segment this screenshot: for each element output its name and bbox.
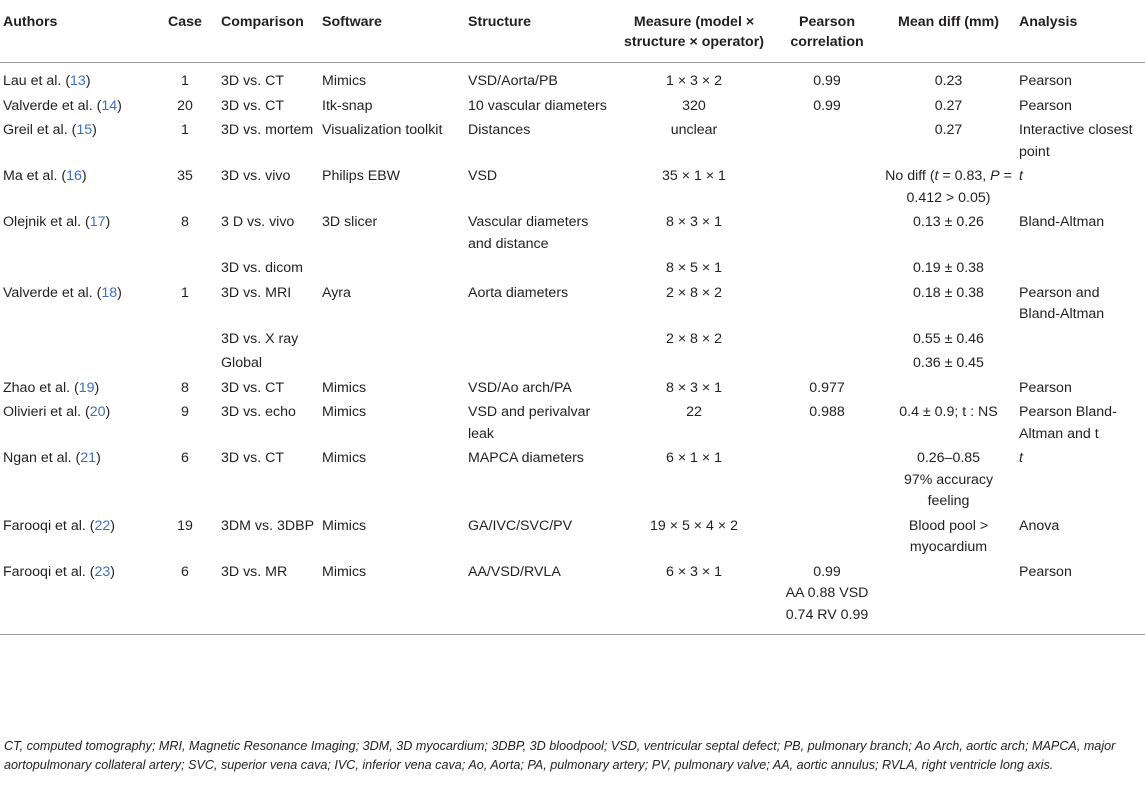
cell-analysis: Bland-Altman	[1019, 214, 1105, 230]
cell-analysis: t	[1019, 168, 1023, 184]
table-row	[0, 257, 1145, 282]
author-text: Lau et al. (	[3, 73, 71, 89]
cell-pearson	[773, 515, 881, 561]
author-text: Farooqi et al. (	[3, 563, 95, 580]
cell-comparison: 3D vs. MR	[218, 561, 319, 635]
cell-structure: AA/VSD/RVLA	[465, 561, 615, 635]
cell-comparison: 3D vs. dicom	[221, 260, 303, 276]
cell-software: Ayra	[322, 284, 351, 301]
cell-mean-diff	[881, 377, 1016, 402]
cell-mean-diff: 0.27	[934, 97, 963, 114]
cell-structure	[465, 328, 615, 353]
table-row	[0, 561, 1145, 635]
reference-link[interactable]: 21	[80, 450, 97, 466]
cell-author	[0, 328, 152, 353]
cell-analysis: t	[1019, 450, 1023, 466]
cell-software: Philips EBW	[322, 168, 401, 184]
cell-analysis: Pearson	[1019, 97, 1072, 114]
cell-software: 3D slicer	[322, 214, 378, 230]
cell-analysis: Pearson and Bland-Altman	[1019, 284, 1105, 322]
header-case: Case	[152, 4, 218, 63]
author-text: Olejnik et al. (	[3, 214, 90, 230]
cell-author: Ngan et al. (21)	[3, 450, 101, 466]
cell-mean-diff: 0.19 ± 0.38	[913, 260, 984, 276]
cell-comparison: 3D vs. CT	[221, 97, 285, 114]
author-text: Greil et al. (	[3, 122, 77, 138]
cell-measure: 1 × 3 × 2	[665, 73, 722, 89]
cell-software	[319, 328, 465, 353]
cell-author: Ma et al. (16)	[3, 168, 87, 184]
reference-link[interactable]: 14	[101, 97, 118, 114]
data-table	[0, 4, 1145, 635]
cell-author: Lau et al. (13)	[3, 73, 91, 89]
cell-pearson	[773, 328, 881, 353]
cell-structure: VSD	[468, 168, 498, 184]
cell-mean-diff: 0.36 ± 0.45	[913, 355, 984, 371]
cell-comparison: 3DM vs. 3DBP	[221, 517, 315, 534]
cell-case	[152, 352, 218, 377]
table-row	[0, 119, 1145, 165]
cell-software	[319, 257, 465, 282]
cell-author: Farooqi et al. (22)	[3, 517, 115, 534]
cell-analysis: Pearson Bland-Altman and t	[1019, 404, 1117, 442]
cell-comparison: 3D vs. echo	[221, 404, 296, 420]
cell-measure	[615, 352, 773, 377]
cell-analysis: Interactive closest point	[1019, 122, 1133, 160]
cell-author	[0, 352, 152, 377]
cell-analysis	[1016, 257, 1145, 282]
cell-structure: 10 vascular diameters	[468, 97, 607, 114]
header-authors: Authors	[0, 4, 152, 63]
reference-link[interactable]: 17	[89, 214, 106, 230]
cell-case: 6	[181, 450, 189, 466]
author-text: Ma et al. (	[3, 168, 67, 184]
mean-diff-text: = 0.83,	[938, 168, 991, 184]
cell-measure: 6 × 3 × 1	[615, 561, 773, 635]
header-mean-diff: Mean diff (mm)	[881, 4, 1016, 63]
table-row	[0, 63, 1145, 95]
cell-structure: MAPCA diameters	[468, 450, 584, 466]
table-row	[0, 328, 1145, 353]
cell-analysis	[1016, 328, 1145, 353]
table-row	[0, 95, 1145, 120]
cell-mean-diff: 0.27	[934, 122, 963, 138]
cell-analysis: Pearson	[1019, 379, 1072, 396]
cell-measure: 2 × 8 × 2	[665, 330, 722, 347]
cell-measure: unclear	[670, 122, 718, 138]
reference-link[interactable]: 16	[66, 168, 82, 184]
cell-measure: 320	[682, 97, 706, 114]
cell-structure: VSD/Aorta/PB	[468, 73, 558, 89]
header-structure: Structure	[465, 4, 615, 63]
author-text: Ngan et al. (	[3, 450, 81, 466]
cell-measure: 8 × 5 × 1	[665, 260, 722, 276]
cell-mean-diff: 0.13 ± 0.26	[913, 214, 984, 230]
cell-comparison: Global	[221, 355, 263, 371]
cell-measure: 19 × 5 × 4 × 2	[650, 517, 738, 534]
table-row	[0, 447, 1145, 515]
cell-pearson	[773, 119, 881, 165]
table-row	[0, 352, 1145, 377]
cell-case: 8	[181, 379, 189, 396]
cell-software: Mimics	[322, 379, 367, 396]
cell-structure: Aorta diameters	[468, 284, 569, 301]
pearson-value: 0.99	[813, 563, 841, 580]
cell-measure: 8 × 3 × 1	[665, 214, 722, 230]
mean-diff-text: No diff (	[885, 168, 935, 184]
cell-pearson	[773, 257, 881, 282]
cell-case: 1	[181, 122, 189, 138]
cell-software: Mimics	[322, 73, 367, 89]
table-row	[0, 211, 1145, 257]
table-row	[0, 515, 1145, 561]
cell-case: 9	[181, 404, 189, 420]
cell-author: Farooqi et al. (23)	[0, 561, 152, 635]
author-text: Valverde et al. (	[3, 284, 102, 301]
cell-analysis: Pearson	[1016, 561, 1145, 635]
cell-case	[152, 328, 218, 353]
cell-case: 6	[152, 561, 218, 635]
table-row	[0, 401, 1145, 447]
cell-case: 1	[181, 73, 189, 89]
cell-software: Mimics	[322, 450, 367, 466]
cell-case: 1	[181, 284, 189, 301]
p-symbol: P	[990, 168, 1000, 184]
cell-analysis: Anova	[1019, 517, 1060, 534]
cell-comparison: 3D vs. CT	[221, 73, 285, 89]
reference-link[interactable]: 19	[78, 379, 95, 396]
cell-author: Olejnik et al. (17)	[3, 214, 111, 230]
cell-pearson	[773, 352, 881, 377]
cell-mean-diff: 0.4 ± 0.9; t : NS	[899, 404, 998, 420]
cell-software: Itk-snap	[322, 97, 373, 114]
cell-structure	[465, 257, 615, 282]
cell-mean-diff	[881, 165, 1016, 211]
header-analysis: Analysis	[1016, 4, 1145, 63]
cell-analysis: Pearson	[1019, 73, 1072, 89]
cell-mean-diff: 0.23	[934, 73, 963, 89]
cell-pearson	[773, 447, 881, 515]
cell-analysis	[1016, 352, 1145, 377]
cell-case: 8	[181, 214, 189, 230]
header-comparison: Comparison	[218, 4, 319, 63]
cell-measure: 8 × 3 × 1	[665, 379, 722, 396]
cell-pearson: 0.977	[809, 379, 845, 396]
mean-diff-value: 0.26–0.85	[916, 450, 981, 466]
cell-comparison: 3D vs. vivo	[221, 168, 291, 184]
cell-comparison: 3D vs. MRI	[221, 284, 292, 301]
cell-pearson	[773, 282, 881, 328]
cell-measure: 2 × 8 × 2	[665, 284, 722, 301]
cell-author: Olivieri et al. (20)	[3, 404, 111, 420]
cell-author	[0, 257, 152, 282]
cell-author: Valverde et al. (14)	[3, 97, 122, 114]
cell-mean-diff: 0.55 ± 0.46	[913, 330, 984, 347]
cell-mean-diff	[881, 561, 1016, 635]
reference-link[interactable]: 20	[89, 404, 106, 420]
cell-case	[152, 257, 218, 282]
cell-software	[319, 352, 465, 377]
cell-comparison: 3 D vs. vivo	[221, 214, 295, 230]
cell-pearson	[773, 165, 881, 211]
cell-mean-diff: Blood pool > myocardium	[908, 517, 989, 555]
cell-software: Mimics	[322, 404, 367, 420]
cell-case: 35	[177, 168, 193, 184]
table-footnote: CT, computed tomography; MRI, Magnetic Resonance Imaging; 3DM, 3D myocardium; 3DBP, 3D bloodpool; VSD, ventricular septal defect; PB, pulmonary branch; Ao Arch, aortic arch; MAPCA, major aortopulmonary collateral artery; SVC, superior vena cava; IVC, inferior vena cava; Ao, Aorta; PA, pulmonary artery; PV, pulmonary valve; AA, aortic annulus; RVLA, right ventricle long axis.	[4, 739, 1116, 772]
cell-comparison: 3D vs. CT	[221, 379, 285, 396]
table-row	[0, 165, 1145, 211]
cell-case: 19	[177, 517, 193, 534]
table-row	[0, 377, 1145, 402]
reference-link[interactable]: 22	[94, 517, 111, 534]
cell-mean-diff: 0.18 ± 0.38	[913, 284, 984, 301]
cell-structure: GA/IVC/SVC/PV	[468, 517, 573, 534]
t-symbol: t	[934, 168, 939, 184]
cell-structure: Vascular diameters and distance	[468, 214, 589, 252]
header-pearson: Pearson correlation	[773, 4, 881, 63]
cell-measure: 6 × 1 × 1	[665, 450, 722, 466]
cell-pearson	[773, 561, 881, 635]
cell-pearson: 0.99	[813, 97, 841, 114]
cell-software: Mimics	[319, 561, 465, 635]
cell-case: 20	[177, 97, 193, 114]
cell-mean-diff	[881, 447, 1016, 515]
author-text: Valverde et al. (	[3, 97, 102, 114]
cell-comparison: 3D vs. mortem	[221, 122, 314, 138]
cell-comparison: 3D vs. CT	[221, 450, 285, 466]
author-text: Zhao et al. (	[3, 379, 79, 396]
header-row	[0, 4, 1145, 63]
mean-diff-text: = 0.412 > 0.05)	[906, 168, 1012, 206]
author-text: Farooqi et al. (	[3, 517, 95, 534]
header-measure: Measure (model × structure × operator)	[615, 4, 773, 63]
cell-software: Visualization toolkit	[322, 122, 443, 138]
cell-structure: VSD/Ao arch/PA	[468, 379, 572, 396]
cell-structure	[465, 352, 615, 377]
cell-software: Mimics	[322, 517, 367, 534]
cell-comparison: 3D vs. X ray	[221, 330, 299, 347]
header-software: Software	[319, 4, 465, 63]
cell-pearson: 0.99	[813, 73, 841, 89]
cell-structure: VSD and perivalvar leak	[468, 404, 591, 442]
cell-pearson	[773, 211, 881, 257]
reference-link[interactable]: 13	[70, 73, 86, 89]
reference-link[interactable]: 18	[101, 284, 118, 301]
reference-link[interactable]: 23	[94, 563, 111, 580]
cell-structure: Distances	[468, 122, 531, 138]
mean-diff-note: 97% accuracy feeling	[903, 471, 994, 509]
author-text: Olivieri et al. (	[3, 404, 90, 420]
cell-author: Zhao et al. (19)	[3, 379, 100, 396]
cell-author: Greil et al. (15)	[3, 122, 97, 138]
cell-measure: 35 × 1 × 1	[662, 168, 726, 184]
table-row	[0, 282, 1145, 328]
reference-link[interactable]: 15	[76, 122, 93, 138]
cell-pearson: 0.988	[809, 404, 845, 420]
cell-measure: 22	[686, 404, 702, 420]
cell-author: Valverde et al. (18)	[3, 284, 122, 301]
pearson-detail: AA 0.88 VSD 0.74 RV 0.99	[785, 585, 869, 623]
